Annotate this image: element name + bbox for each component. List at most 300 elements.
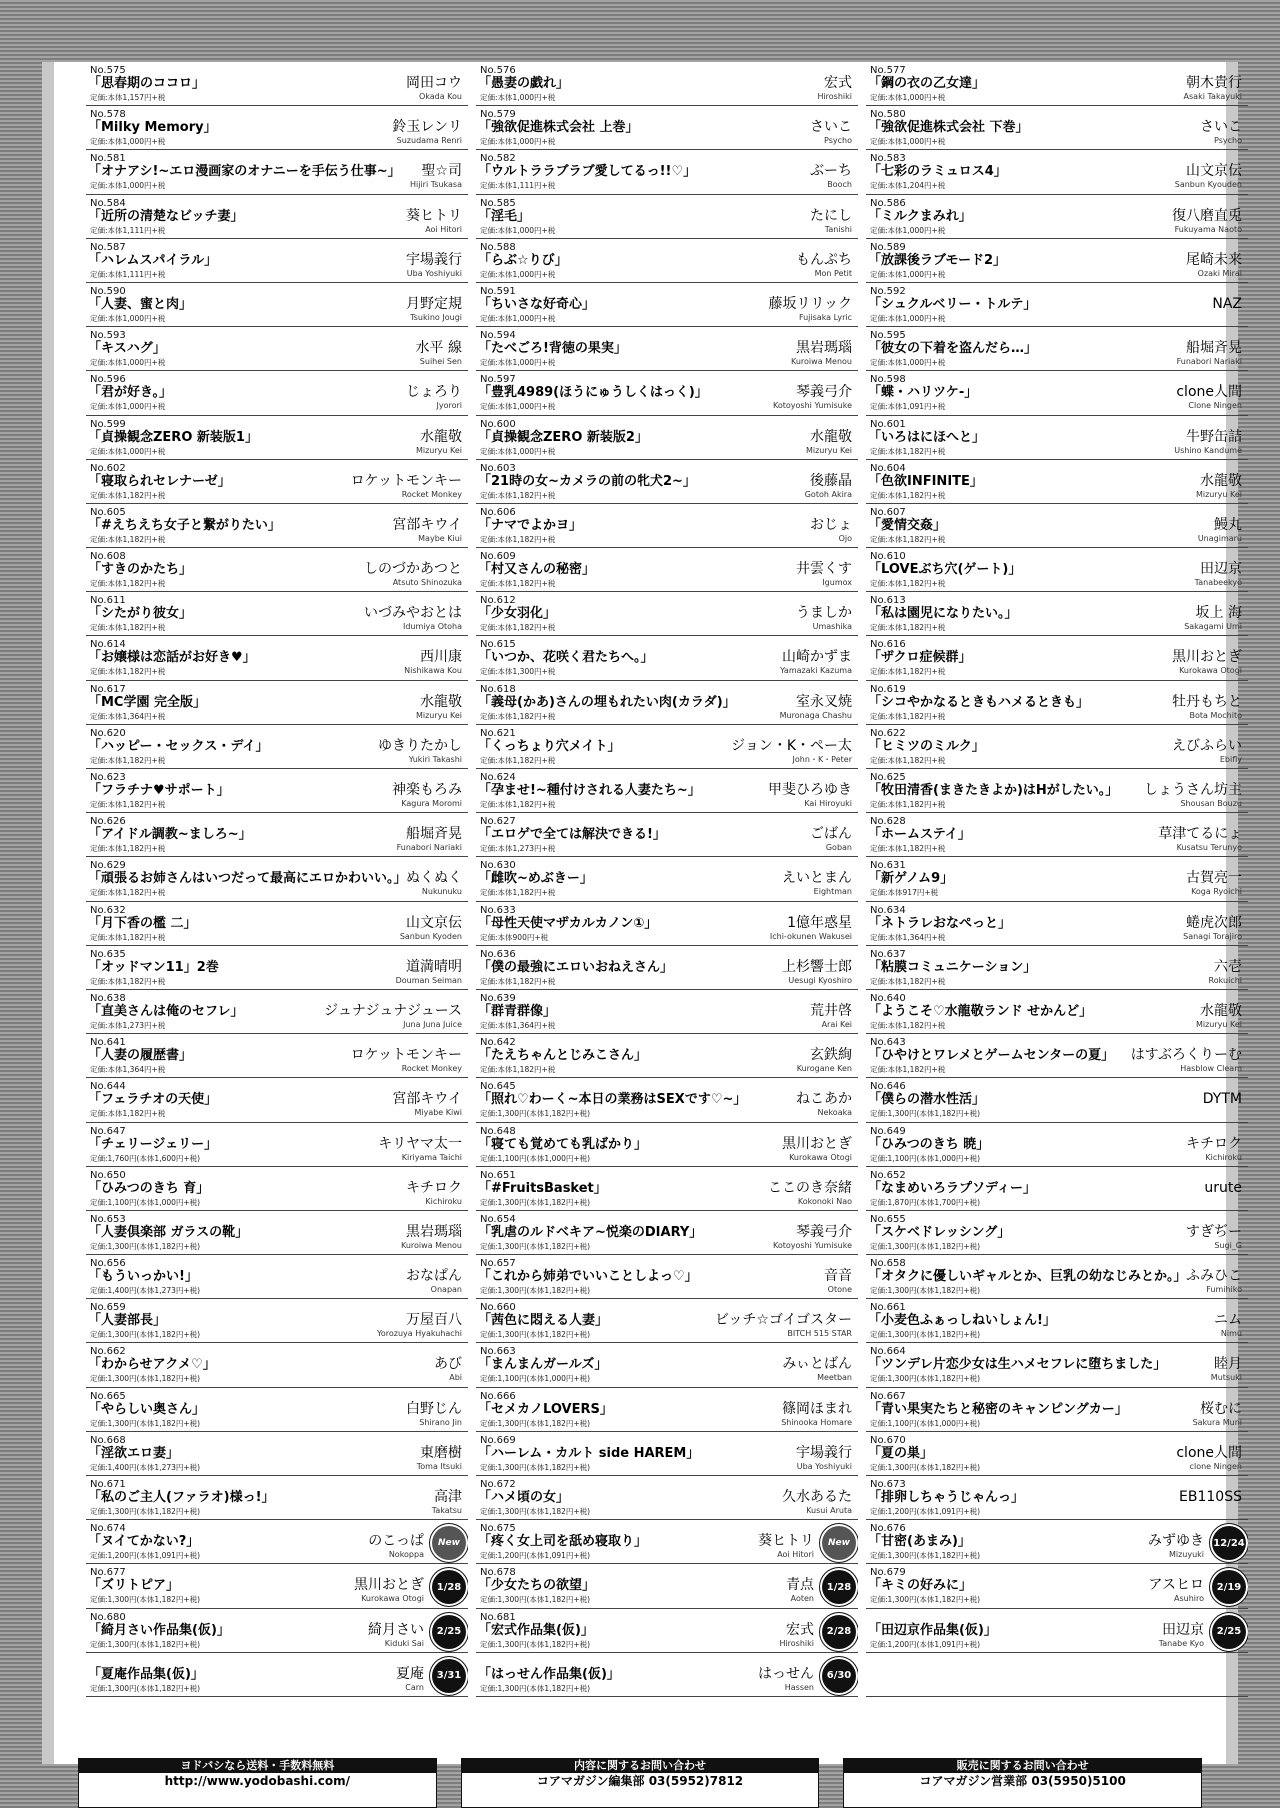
entry-price: 定価:本体1,182円+税 [870, 490, 946, 500]
catalog-entry[interactable] [476, 327, 858, 371]
entry-price: 定価:本体1,000円+税 [480, 225, 556, 235]
catalog-entry[interactable] [86, 990, 468, 1034]
catalog-entry[interactable] [866, 1211, 1248, 1255]
entry-author: さいこ [810, 119, 852, 136]
entry-number: No.625 [870, 772, 906, 783]
catalog-entry[interactable] [866, 239, 1248, 283]
entry-number: No.652 [870, 1169, 906, 1181]
entry-author-romaji: BITCH 515 STAR [787, 1329, 852, 1339]
entry-price: 定価:本体1,182円+税 [870, 623, 946, 633]
catalog-entry[interactable] [86, 813, 468, 857]
entry-price: 定価:本体1,000円+税 [480, 93, 556, 102]
entry-author-romaji: Otone [827, 1285, 852, 1295]
catalog-entry[interactable] [86, 1299, 468, 1343]
entry-author-romaji: Mutsuki [1210, 1373, 1242, 1383]
catalog-entry[interactable] [866, 1255, 1248, 1299]
entry-title: 「キミの好みに」 [868, 1578, 973, 1594]
catalog-entry[interactable] [866, 327, 1248, 371]
catalog-entry[interactable] [476, 1564, 858, 1608]
entry-number: No.578 [90, 109, 126, 121]
entry-title: 「ヒミツのミルク」 [868, 738, 985, 754]
entry-price: 定価:本体1,111円+税 [90, 225, 166, 235]
entry-number: No.584 [90, 197, 126, 209]
entry-price: 定価:1,100円(本体1,000円+税) [480, 1374, 591, 1384]
new-badge: New [822, 1526, 856, 1560]
catalog-entry[interactable] [866, 857, 1248, 901]
entry-author-romaji: Jyorori [436, 401, 462, 411]
catalog-entry[interactable] [866, 283, 1248, 327]
entry-author: 鰻丸 [1214, 516, 1242, 533]
entry-author: はっせん [758, 1665, 814, 1682]
entry-number: No.635 [90, 948, 126, 960]
catalog-entry[interactable] [476, 1255, 858, 1299]
catalog-entry[interactable] [866, 1078, 1248, 1122]
catalog-entry[interactable] [866, 1167, 1248, 1211]
entry-number: No.622 [870, 727, 906, 739]
entry-price: 定価:本体1,182円+税 [480, 623, 556, 633]
catalog-entry[interactable] [476, 504, 858, 548]
entry-author: 山文京伝 [1186, 163, 1242, 180]
catalog-entry[interactable] [866, 1609, 1248, 1653]
entry-title: 「エロゲで全ては解決できる!」 [478, 827, 666, 843]
entry-number: No.674 [90, 1523, 126, 1535]
catalog-entry[interactable] [476, 857, 858, 901]
entry-number: No.616 [870, 639, 906, 651]
entry-author: キチロク [406, 1179, 462, 1196]
catalog-entry[interactable] [86, 1520, 468, 1564]
entry-number: No.677 [90, 1567, 126, 1579]
catalog-entry[interactable] [866, 1343, 1248, 1387]
entry-author: 後藤晶 [810, 472, 852, 489]
entry-price: 定価:本体1,182円+税 [870, 755, 946, 765]
entry-author: 蜷虎次郎 [1186, 914, 1242, 931]
entry-title: 「貞操観念ZERO 新装版2」 [478, 429, 648, 445]
entry-author: じょろり [406, 384, 462, 401]
entry-title: 「近所の清楚なビッチ妻」 [88, 208, 244, 224]
entry-title: 「たべごろ!背徳の果実」 [478, 341, 627, 357]
entry-title: 「ひやけとワレメとゲームセンターの夏」 [868, 1048, 1115, 1064]
entry-number: No.672 [480, 1479, 516, 1490]
entry-author-romaji: Kurokawa Otogi [1179, 666, 1242, 676]
entry-author-romaji: Nokoppa [388, 1550, 424, 1560]
catalog-entry[interactable] [86, 283, 468, 327]
entry-number: No.607 [870, 506, 906, 518]
entry-author-romaji: Suzudama Renri [396, 136, 462, 146]
catalog-entry[interactable] [476, 460, 858, 504]
entry-title: 「直美さんは俺のセフレ」 [88, 1003, 244, 1019]
catalog-entry[interactable] [86, 946, 468, 990]
catalog-entry[interactable] [86, 725, 468, 769]
entry-price: 定価:1,200円(本体1,091円+税) [870, 1507, 981, 1516]
catalog-entry[interactable] [86, 1211, 468, 1255]
entry-number: No.667 [870, 1390, 906, 1402]
entry-author-romaji: Psycho [1214, 136, 1242, 146]
entry-title: 「Milky Memory」 [88, 120, 217, 136]
entry-number: No.647 [90, 1125, 126, 1137]
catalog-entry[interactable] [866, 460, 1248, 504]
entry-author-romaji: Yorozuya Hyakuhachi [377, 1329, 462, 1339]
entry-author: ねこあか [796, 1091, 852, 1108]
footer-contact[interactable]: http://www.yodobashi.com/ [164, 1774, 351, 1788]
catalog-entry[interactable] [476, 592, 858, 636]
entry-number: No.594 [480, 330, 516, 342]
entry-number: No.646 [870, 1081, 906, 1093]
entry-author-romaji: Nukunuku [421, 887, 462, 897]
catalog-column [476, 62, 858, 1697]
release-date-badge: 1/28 [822, 1570, 856, 1604]
entry-price: 定価:本体1,182円+税 [870, 1065, 946, 1075]
catalog-entry[interactable] [476, 769, 858, 813]
catalog-entry[interactable] [86, 1388, 468, 1432]
entry-price: 定価:本体1,000円+税 [90, 358, 166, 368]
catalog-entry[interactable] [86, 636, 468, 680]
catalog-entry[interactable] [476, 1520, 858, 1564]
catalog-grid [86, 62, 1248, 1697]
entry-author-romaji: Nimu [1220, 1329, 1242, 1339]
entry-title: 「ナマでよかヨ」 [478, 517, 583, 533]
catalog-entry[interactable] [866, 1476, 1248, 1520]
catalog-entry[interactable] [86, 150, 468, 194]
entry-number: No.601 [870, 418, 906, 430]
entry-number: No.590 [90, 285, 126, 297]
catalog-entry[interactable] [866, 416, 1248, 460]
entry-author-romaji: Hijiri Tsukasa [409, 180, 462, 190]
catalog-entry[interactable] [86, 1564, 468, 1608]
entry-author-romaji: Hasblow Cleam [1180, 1064, 1242, 1074]
entry-author: ここのき奈緒 [768, 1179, 852, 1196]
entry-title: 「義母(かあ)さんの埋もれたい肉(カラダ)」 [478, 694, 736, 710]
catalog-entry[interactable] [86, 239, 468, 283]
entry-author: 船堀斉晃 [1186, 340, 1242, 357]
entry-author: 聖☆司 [421, 163, 462, 180]
entry-number: No.586 [870, 197, 906, 209]
entry-author-romaji: Umashika [812, 622, 852, 632]
entry-author: DYTM [1202, 1091, 1242, 1108]
catalog-entry[interactable] [476, 1123, 858, 1167]
entry-price: 定価:1,870円(本体1,700円+税) [870, 1197, 981, 1207]
catalog-entry[interactable] [476, 416, 858, 460]
entry-price: 定価:1,300円(本体1,182円+税) [90, 1595, 201, 1605]
entry-title: 「ミルクまみれ」 [868, 208, 972, 224]
entry-number: No.620 [90, 727, 126, 739]
catalog-entry[interactable] [476, 1343, 858, 1387]
catalog-entry[interactable] [866, 1299, 1248, 1343]
entry-author-romaji: Eightman [813, 887, 852, 897]
entry-price: 定価:本体1,000円+税 [480, 313, 556, 323]
entry-number: No.618 [480, 683, 516, 695]
entry-author: clone人間 [1176, 1444, 1242, 1461]
catalog-entry[interactable] [86, 857, 468, 901]
catalog-entry[interactable] [476, 106, 858, 150]
entry-number: No.609 [480, 551, 516, 563]
entry-title: 「LOVEぶち穴(ゲート)」 [868, 562, 1022, 578]
entry-number: No.648 [480, 1125, 516, 1137]
catalog-entry[interactable] [866, 813, 1248, 857]
entry-number: No.619 [870, 683, 906, 695]
entry-author: 道満晴明 [406, 958, 462, 975]
entry-price: 定価:1,300円(本体1,182円+税) [480, 1639, 591, 1649]
catalog-entry[interactable] [866, 1034, 1248, 1078]
entry-author: おじょ [810, 516, 852, 533]
catalog-entry[interactable] [866, 1564, 1248, 1608]
catalog-entry[interactable] [86, 769, 468, 813]
entry-price: 定価:本体1,204円+税 [870, 181, 946, 191]
catalog-entry[interactable] [476, 1211, 858, 1255]
entry-title: 「乳虐のルドベキア~悦楽のDIARY」 [478, 1224, 703, 1240]
entry-title: 「僕の最強にエロいおねえさん」 [478, 959, 674, 975]
catalog-entry[interactable] [866, 990, 1248, 1034]
entry-title: 「粘膜コミュニケーション」 [868, 959, 1037, 975]
catalog-entry[interactable] [866, 1520, 1248, 1564]
catalog-entry[interactable] [86, 1432, 468, 1476]
catalog-entry[interactable] [866, 636, 1248, 680]
entry-author: 西川康 [420, 649, 462, 666]
entry-author-romaji: Muronaga Chashu [779, 710, 852, 720]
catalog-entry[interactable] [476, 1299, 858, 1343]
entry-title: 「私のご主人(ファラオ)様っ!」 [88, 1490, 275, 1505]
entry-price: 定価:1,100円(本体1,000円+税) [870, 1418, 981, 1428]
catalog-entry[interactable] [476, 62, 858, 106]
entry-author-romaji: Mizuryu Kei [1195, 1019, 1242, 1029]
entry-price: 定価:本体1,000円+税 [480, 269, 556, 279]
catalog-entry[interactable] [86, 62, 468, 106]
catalog-entry[interactable] [86, 1343, 468, 1387]
catalog-entry[interactable] [86, 1167, 468, 1211]
entry-author: 東磨樹 [420, 1444, 462, 1461]
catalog-entry[interactable] [866, 1653, 1248, 1697]
catalog-entry[interactable] [86, 592, 468, 636]
catalog-entry[interactable] [866, 195, 1248, 239]
entry-author-romaji: Shirano Jin [419, 1417, 462, 1427]
catalog-entry[interactable] [86, 106, 468, 150]
entry-author: キチロク [1186, 1135, 1242, 1152]
release-date-badge: 1/28 [432, 1570, 466, 1604]
entry-title: 「人妻部長」 [88, 1313, 167, 1329]
entry-author-romaji: Igumox [822, 578, 852, 588]
entry-author-romaji: Kotoyoshi Yumisuke [773, 1240, 852, 1250]
catalog-entry[interactable] [866, 681, 1248, 725]
entry-author: ニム [1214, 1312, 1242, 1329]
catalog-entry[interactable] [86, 1034, 468, 1078]
entry-author-romaji: Funabori Nariaki [1176, 357, 1242, 367]
entry-author-romaji: Kai Hiroyuki [804, 799, 852, 808]
footer-contact[interactable]: コアマガジン編集部 03(5952)7812 [536, 1774, 744, 1788]
catalog-entry[interactable] [86, 416, 468, 460]
entry-author: 黒岩瑪瑙 [406, 1223, 462, 1240]
entry-number: No.605 [90, 506, 126, 518]
entry-title: 「夏庵作品集(仮)」 [88, 1666, 204, 1682]
entry-title: 「彼女の下着を盗んだら…」 [868, 341, 1038, 357]
entry-author: 水龍敬 [420, 693, 462, 710]
catalog-entry[interactable] [866, 62, 1248, 106]
entry-author-romaji: Kichiroku [425, 1196, 462, 1206]
entry-author-romaji: Sanagi Torajiro [1183, 931, 1242, 941]
entry-author-romaji: John・K・Peter [792, 754, 852, 764]
catalog-entry[interactable] [866, 1388, 1248, 1432]
catalog-entry[interactable] [866, 946, 1248, 990]
entry-price: 定価:1,100円(本体1,000円+税) [870, 1153, 981, 1163]
catalog-entry[interactable] [86, 681, 468, 725]
catalog-entry[interactable] [86, 1123, 468, 1167]
entry-title: 「まんまんガールズ」 [478, 1357, 608, 1373]
entry-author-romaji: Kurogane Ken [796, 1064, 852, 1074]
entry-title: 「アイドル調教~ましろ~」 [88, 827, 252, 843]
entry-number: No.653 [90, 1213, 126, 1225]
catalog-entry[interactable] [866, 592, 1248, 636]
entry-title: 「いろはにほへと」 [868, 429, 986, 445]
catalog-entry[interactable] [476, 195, 858, 239]
entry-author-romaji: Mizuryu Kei [415, 710, 462, 720]
entry-author-romaji: Unagimaru [1197, 533, 1242, 543]
entry-number: No.621 [480, 727, 516, 739]
catalog-entry[interactable] [86, 1078, 468, 1122]
entry-price: 定価:本体1,273円+税 [480, 844, 556, 854]
catalog-entry[interactable] [866, 769, 1248, 813]
entry-price: 定価:1,760円(本体1,600円+税) [90, 1153, 201, 1163]
entry-number: No.651 [480, 1169, 516, 1181]
entry-price: 定価:本体1,182円+税 [90, 800, 166, 809]
entry-price: 定価:本体1,000円+税 [480, 402, 556, 412]
entry-author: 月野定規 [406, 295, 462, 312]
entry-author: 篠岡ほまれ [782, 1400, 852, 1417]
entry-price: 定価:本体1,182円+税 [480, 800, 556, 809]
entry-author-romaji: Miyabe Kiwi [414, 1108, 462, 1118]
catalog-entry[interactable] [476, 1167, 858, 1211]
catalog-entry[interactable] [866, 725, 1248, 769]
entry-number: No.633 [480, 904, 516, 916]
entry-author-romaji: Kusatsu Terunyo [1176, 843, 1242, 853]
entry-price: 定価:本体1,273円+税 [90, 1020, 166, 1030]
entry-title: 「はっせん作品集(仮)」 [478, 1666, 620, 1682]
entry-number: No.575 [90, 65, 126, 76]
entry-number: No.610 [870, 551, 906, 563]
catalog-entry[interactable] [476, 990, 858, 1034]
entry-price: 定価:本体1,182円+税 [90, 932, 166, 942]
entry-price: 定価:本体1,182円+税 [870, 534, 946, 544]
entry-number: No.604 [870, 462, 906, 474]
entry-number: No.602 [90, 462, 126, 474]
entry-number: No.640 [870, 992, 906, 1004]
catalog-entry[interactable] [86, 460, 468, 504]
entry-title: 「くっちょり穴メイト」 [478, 738, 621, 754]
entry-title: 「僕らの潜水性活」 [868, 1092, 986, 1108]
entry-number: No.598 [870, 374, 906, 386]
entry-title: 「フラチナ♥サポート」 [88, 783, 230, 798]
catalog-entry[interactable] [476, 548, 858, 592]
entry-price: 定価:1,300円(本体1,182円+税) [90, 1639, 201, 1649]
catalog-entry[interactable] [86, 1653, 468, 1697]
entry-author: 黒川おとぎ [782, 1135, 852, 1152]
entry-title: 「ハーレム・カルト side HAREM」 [478, 1445, 700, 1461]
entry-author: 宏式 [786, 1621, 814, 1638]
catalog-entry[interactable] [86, 548, 468, 592]
entry-title: 「貞操観念ZERO 新装版1」 [88, 429, 258, 445]
catalog-entry[interactable] [476, 813, 858, 857]
catalog-entry[interactable] [476, 681, 858, 725]
catalog-entry[interactable] [476, 946, 858, 990]
entry-title: 「やらしい奥さん」 [88, 1401, 206, 1417]
entry-number: No.603 [480, 462, 516, 474]
entry-number: No.673 [870, 1479, 906, 1490]
entry-author-romaji: Rocket Monkey [401, 1064, 462, 1074]
catalog-entry[interactable] [476, 1432, 858, 1476]
catalog-entry[interactable] [86, 195, 468, 239]
catalog-column [86, 62, 468, 1697]
entry-number: No.588 [480, 241, 516, 253]
catalog-entry[interactable] [86, 1476, 468, 1520]
catalog-entry[interactable] [476, 239, 858, 283]
entry-number: No.579 [480, 109, 516, 121]
catalog-entry[interactable] [476, 1034, 858, 1078]
entry-author: 水龍敬 [1200, 472, 1242, 489]
entry-title: 「ハレムスパイラル」 [88, 252, 218, 268]
entry-price: 定価:本体1,000円+税 [870, 225, 946, 235]
catalog-entry[interactable] [476, 283, 858, 327]
entry-number: No.670 [870, 1434, 906, 1446]
catalog-entry[interactable] [866, 1432, 1248, 1476]
catalog-entry[interactable] [476, 371, 858, 415]
entry-price: 定価:1,300円(本体1,182円+税) [480, 1683, 591, 1693]
catalog-entry[interactable] [866, 902, 1248, 946]
catalog-entry[interactable] [476, 725, 858, 769]
entry-author: 六壱 [1214, 958, 1242, 975]
catalog-entry[interactable] [86, 371, 468, 415]
catalog-entry[interactable] [866, 150, 1248, 194]
entry-price: 定価:本体1,157円+税 [90, 93, 166, 102]
catalog-entry[interactable] [476, 1078, 858, 1122]
entry-title: 「寝取られセレナーゼ」 [88, 473, 231, 489]
catalog-entry[interactable] [476, 636, 858, 680]
catalog-entry[interactable] [866, 371, 1248, 415]
catalog-entry[interactable] [476, 150, 858, 194]
entry-number: No.600 [480, 418, 516, 430]
catalog-entry[interactable] [86, 902, 468, 946]
entry-number: No.595 [870, 330, 906, 342]
catalog-entry[interactable] [866, 504, 1248, 548]
entry-number: No.630 [480, 860, 516, 872]
entry-price: 定価:1,300円(本体1,182円+税) [870, 1286, 981, 1296]
entry-author: 藤坂リリック [768, 295, 852, 312]
catalog-entry[interactable] [866, 106, 1248, 150]
entry-price: 定価:本体1,182円+税 [480, 1065, 556, 1075]
footer-contact[interactable]: コアマガジン営業部 03(5950)5100 [919, 1774, 1126, 1788]
entry-price: 定価:本体1,000円+税 [90, 181, 166, 191]
catalog-entry[interactable] [476, 1609, 858, 1653]
entry-title: 「いつか、花咲く君たちへ。」 [478, 650, 654, 666]
catalog-entry[interactable] [476, 1476, 858, 1520]
catalog-entry[interactable] [86, 327, 468, 371]
entry-author-romaji: Douman Seiman [395, 975, 462, 985]
entry-price: 定価:本体1,000円+税 [870, 137, 946, 147]
entry-price: 定価:1,200円(本体1,091円+税) [870, 1639, 981, 1649]
entry-author: ロケットモンキー [350, 472, 462, 489]
catalog-entry[interactable] [86, 1255, 468, 1299]
catalog-entry[interactable] [476, 1653, 858, 1697]
catalog-entry[interactable] [476, 902, 858, 946]
catalog-entry[interactable] [86, 504, 468, 548]
catalog-entry[interactable] [86, 1609, 468, 1653]
entry-price: 定価:本体1,300円+税 [480, 667, 556, 677]
entry-title: 「シたがり彼女」 [88, 606, 193, 622]
catalog-entry[interactable] [866, 548, 1248, 592]
entry-author: 岡田コウ [406, 75, 462, 91]
catalog-entry[interactable] [866, 1123, 1248, 1167]
catalog-entry[interactable] [476, 1388, 858, 1432]
entry-author-romaji: Sanbun Kyoden [399, 931, 462, 941]
entry-price: 定価:1,300円(本体1,182円+税) [480, 1418, 591, 1428]
entry-title: 「愛情交姦」 [868, 517, 947, 533]
entry-price: 定価:本体1,364円+税 [90, 711, 166, 721]
